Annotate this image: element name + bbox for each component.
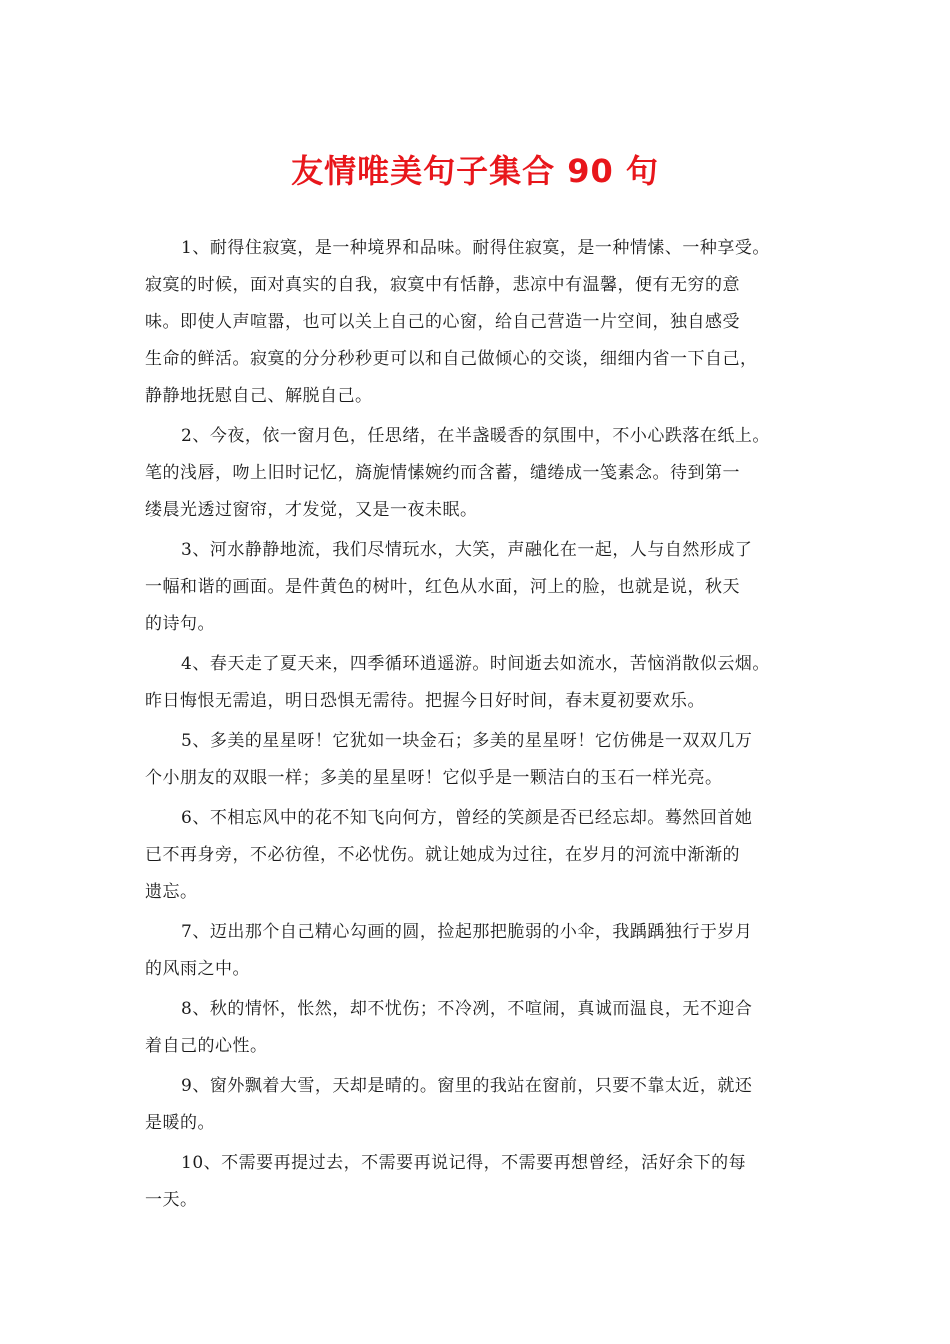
paragraph-line: 1、耐得住寂寞，是一种境界和品味。耐得住寂寞，是一种情愫、一种享受。: [181, 238, 770, 258]
paragraph: [145, 991, 825, 1065]
paragraph-line: 6、不相忘风中的花不知飞向何方，曾经的笑颜是否已经忘却。蓦然回首她: [181, 808, 753, 828]
paragraph-line: 已不再身旁，不必彷徨，不必忧伤。就让她成为过往，在岁月的河流中渐渐的: [145, 845, 740, 865]
paragraph-line: 一幅和谐的画面。是件黄色的树叶，红色从水面，河上的脸，也就是说，秋天: [145, 577, 740, 597]
page-title: 友情唯美句子集合 90 句: [291, 152, 659, 190]
paragraph-line: 缕晨光透过窗帘，才发觉，又是一夜未眠。: [145, 500, 478, 520]
paragraph: [145, 1145, 825, 1219]
paragraph-line: 生命的鲜活。寂寞的分分秒秒更可以和自己做倾心的交谈，细细内省一下自己，: [145, 349, 758, 369]
paragraph-line: 是暖的。: [145, 1113, 215, 1133]
paragraph: [145, 800, 825, 911]
paragraph-line: 8、秋的情怀，怅然，却不忧伤；不冷冽，不喧闹，真诚而温良，无不迎合: [181, 999, 753, 1019]
paragraph-line: 着自己的心性。: [145, 1036, 268, 1056]
paragraph-line: 静静地抚慰自己、解脱自己。: [145, 386, 373, 406]
paragraph: [145, 418, 825, 529]
paragraph: [145, 532, 825, 643]
paragraph-line: 寂寞的时候，面对真实的自我，寂寞中有恬静，悲凉中有温馨，便有无穷的意: [145, 275, 740, 295]
paragraph-line: 笔的浅唇，吻上旧时记忆，旖旎情愫婉约而含蓄，缱绻成一笺素念。待到第一: [145, 463, 740, 483]
document-body: [145, 230, 825, 1222]
paragraph: [145, 723, 825, 797]
paragraph-line: 3、河水静静地流，我们尽情玩水，大笑，声融化在一起，人与自然形成了: [181, 540, 753, 560]
paragraph: [145, 646, 825, 720]
paragraph-line: 5、多美的星星呀！它犹如一块金石；多美的星星呀！它仿佛是一双双几万: [181, 731, 753, 751]
paragraph-line: 7、迈出那个自己精心勾画的圆，捡起那把脆弱的小伞，我踽踽独行于岁月: [181, 922, 753, 942]
paragraph-line: 昨日悔恨无需追，明日恐惧无需待。把握今日好时间，春末夏初要欢乐。: [145, 691, 705, 711]
paragraph-line: 2、今夜，依一窗月色，任思绪，在半盏暖香的氛围中，不小心跌落在纸上。: [181, 426, 770, 446]
paragraph-line: 个小朋友的双眼一样；多美的星星呀！它似乎是一颗洁白的玉石一样光亮。: [145, 768, 723, 788]
paragraph-line: 10、不需要再提过去，不需要再说记得，不需要再想曾经，活好余下的每: [181, 1153, 747, 1173]
paragraph-line: 9、窗外飘着大雪，天却是晴的。窗里的我站在窗前，只要不靠太近，就还: [181, 1076, 753, 1096]
paragraph-line: 4、春天走了夏天来，四季循环逍遥游。时间逝去如流水，苦恼消散似云烟。: [181, 654, 770, 674]
paragraph-line: 的风雨之中。: [145, 959, 250, 979]
paragraph-line: 的诗句。: [145, 614, 215, 634]
paragraph: [145, 230, 825, 415]
paragraph: [145, 914, 825, 988]
paragraph-line: 遗忘。: [145, 882, 198, 902]
paragraph: [145, 1068, 825, 1142]
paragraph-line: 味。即使人声喧嚣，也可以关上自己的心窗，给自己营造一片空间，独自感受: [145, 312, 740, 332]
paragraph-line: 一天。: [145, 1190, 198, 1210]
